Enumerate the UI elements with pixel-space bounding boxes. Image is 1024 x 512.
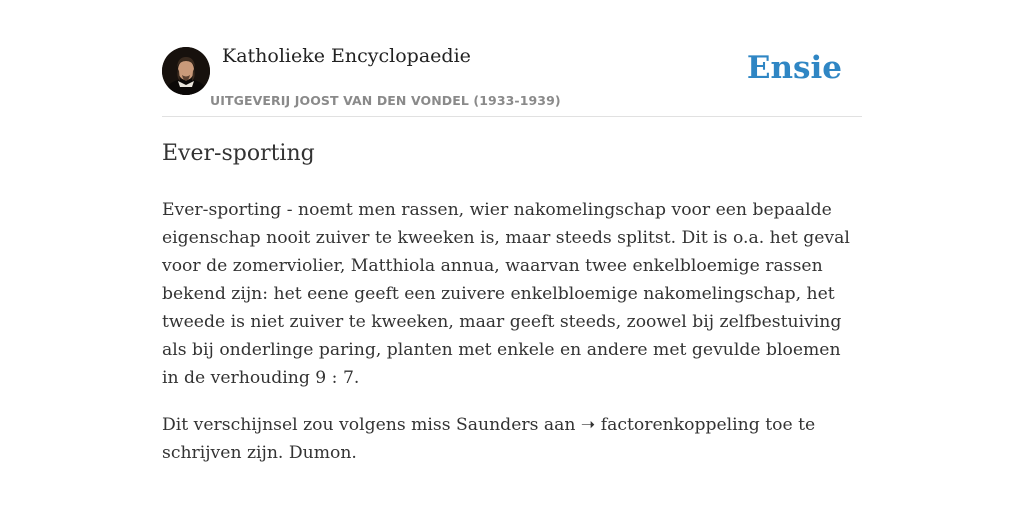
article-paragraph: [162, 411, 852, 467]
publication-title: Katholieke Encyclopaedie: [222, 45, 471, 67]
paragraph-text: Dit verschijnsel zou volgens miss Saunders aan: [162, 415, 576, 435]
paragraph-text: toe te schrijven zijn. Dumon.: [162, 415, 816, 463]
article: [162, 136, 852, 486]
portrait-avatar-icon: [162, 47, 210, 95]
brand-logo-link[interactable]: Ensie: [746, 50, 842, 86]
publisher-label: UITGEVERIJ JOOST VAN DEN VONDEL (1933-1939): [210, 93, 561, 108]
cross-reference-link[interactable]: ➝ factorenkoppeling: [580, 415, 760, 435]
article-title: Ever-sporting: [162, 141, 315, 166]
header: [162, 40, 862, 117]
article-paragraph: Ever-sporting - noemt men rassen, wier nakomelingschap voor een bepaalde eigenschap nooit zuiver te kweeken is, maar steeds splitst. Dit is o.a. het geval voor de zomerviolier, Matthiola annua, waarvan twee enkelbloemige rassen bekend zijn: het eene geeft een zuivere enkelbloemige nakomelingschap, het tweede is niet zuiver te kweeken, maar geeft steeds, zoowel bij zelfbestuiving als bij onderlinge paring, planten met enkele en andere met gevulde bloemen in de verhouding 9 : 7.: [162, 200, 850, 388]
